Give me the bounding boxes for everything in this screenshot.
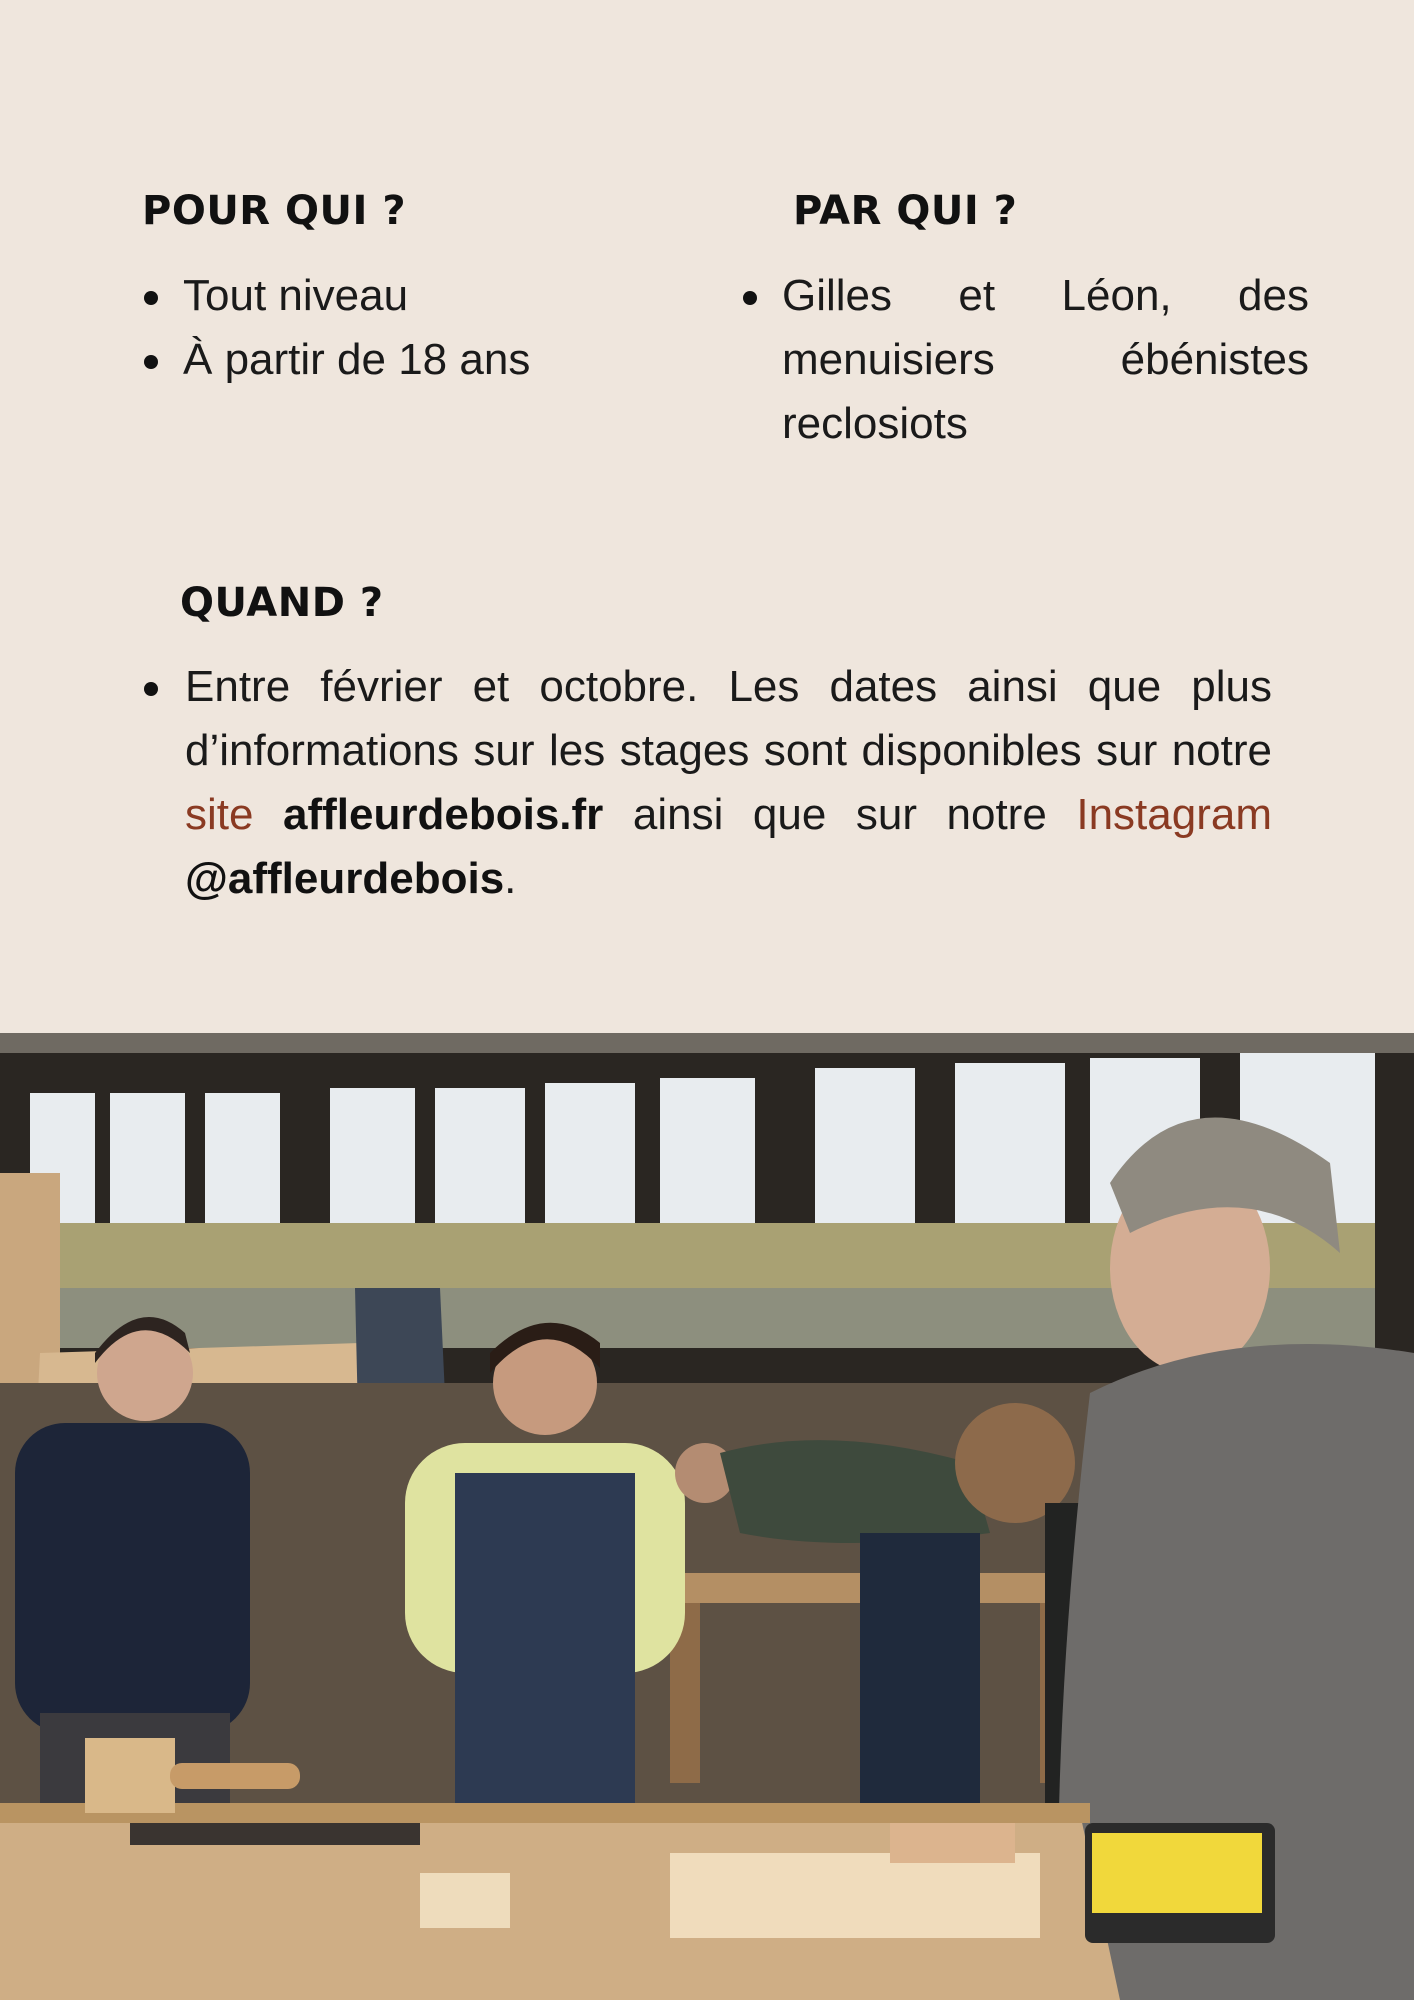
list-item: Gilles et Léon, des menuisiers ébénistes reclosiots xyxy=(741,264,1309,456)
workshop-photo-illustration xyxy=(0,1033,1414,2000)
instagram-handle[interactable]: @affleurdebois xyxy=(185,854,505,903)
pour-qui-list xyxy=(142,264,702,392)
quand-text-2: ainsi que sur notre xyxy=(603,790,1077,839)
site-url[interactable]: affleurdebois.fr xyxy=(283,790,604,839)
quand-text-3: . xyxy=(504,854,517,903)
quand-list xyxy=(142,655,1272,911)
workshop-photo xyxy=(0,1033,1414,2000)
pour-qui-heading: POUR QUI ? xyxy=(142,188,407,234)
site-link[interactable]: site xyxy=(185,790,254,839)
list-item xyxy=(142,655,1272,911)
par-qui-list xyxy=(741,264,1309,456)
quand-heading: QUAND ? xyxy=(180,580,384,626)
quand-text-1: Entre février et octobre. Les dates ainsi que plus d’informations sur les stages sont disponibles sur notre xyxy=(185,662,1272,775)
par-qui-heading: PAR QUI ? xyxy=(793,188,1018,234)
instagram-link[interactable]: Instagram xyxy=(1076,790,1272,839)
list-item: Tout niveau xyxy=(142,264,702,328)
list-item: À partir de 18 ans xyxy=(142,328,702,392)
